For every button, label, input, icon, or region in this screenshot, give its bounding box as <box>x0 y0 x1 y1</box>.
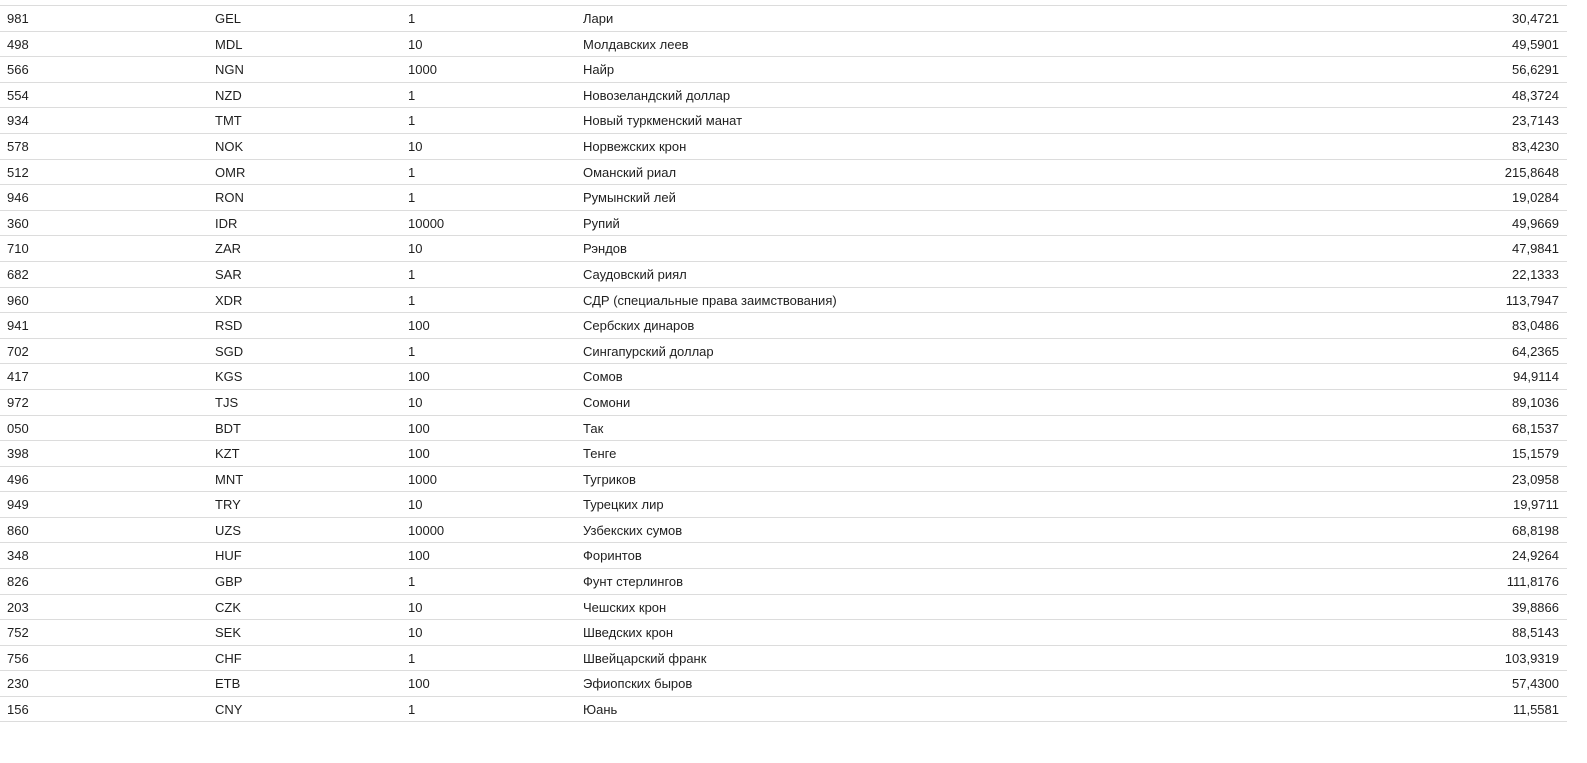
table-row <box>0 235 1567 261</box>
currency-name: Чешских крон <box>583 599 667 615</box>
currency-rate: 113,7947 <box>1505 292 1559 308</box>
currency-name: Рупий <box>583 215 620 231</box>
currency-units: 100 <box>408 369 430 385</box>
currency-units: 1 <box>408 87 416 103</box>
currency-numeric-code: 949 <box>7 497 29 513</box>
currency-letter-code: ETB <box>215 676 241 692</box>
currency-letter-code: CZK <box>215 599 241 615</box>
currency-letter-code: GBP <box>215 574 243 590</box>
currency-letter-code: CNY <box>215 702 243 718</box>
currency-units: 1000 <box>408 471 437 487</box>
currency-units: 1 <box>408 164 416 180</box>
currency-letter-code: TMT <box>215 113 242 129</box>
table-row <box>0 491 1567 517</box>
currency-units: 1 <box>408 190 416 206</box>
currency-rate: 23,0958 <box>1512 471 1559 487</box>
currency-rates-table <box>0 5 1567 722</box>
currency-units: 1 <box>408 113 416 129</box>
currency-units: 10000 <box>408 522 445 538</box>
currency-numeric-code: 156 <box>7 702 29 718</box>
currency-numeric-code: 566 <box>7 62 29 78</box>
currency-letter-code: KZT <box>215 446 240 462</box>
currency-letter-code: NGN <box>215 62 244 78</box>
table-row <box>0 645 1567 671</box>
currency-rate: 22,1333 <box>1512 266 1559 282</box>
currency-name: Турецких лир <box>583 497 664 513</box>
table-row <box>0 31 1567 57</box>
currency-units: 100 <box>408 676 430 692</box>
currency-name: Лари <box>583 11 614 26</box>
currency-units: 10 <box>408 599 423 615</box>
currency-rate: 11,5581 <box>1512 702 1559 718</box>
currency-units: 100 <box>408 446 430 462</box>
currency-letter-code: IDR <box>215 215 238 231</box>
table-row <box>0 619 1567 645</box>
currency-units: 1 <box>408 650 416 666</box>
currency-units: 1000 <box>408 62 437 78</box>
currency-units: 1 <box>408 292 416 308</box>
currency-units: 10 <box>408 394 423 410</box>
currency-numeric-code: 941 <box>7 318 29 334</box>
currency-name: Сингапурский доллар <box>583 343 714 359</box>
table-row <box>0 363 1567 389</box>
currency-rate: 111,8176 <box>1506 574 1559 590</box>
currency-letter-code: SEK <box>215 625 242 641</box>
table-row <box>0 107 1567 133</box>
currency-name: Рэндов <box>583 241 627 257</box>
table-row <box>0 517 1567 543</box>
currency-name: Шведских крон <box>583 625 674 641</box>
currency-numeric-code: 203 <box>7 599 29 615</box>
currency-rate: 88,5143 <box>1512 625 1559 641</box>
currency-letter-code: HUF <box>215 548 242 564</box>
currency-units: 1 <box>408 266 416 282</box>
currency-rate: 23,7143 <box>1512 113 1559 129</box>
currency-name: Сомов <box>583 369 623 385</box>
table-row <box>0 312 1567 338</box>
table-row <box>0 696 1567 722</box>
currency-name: Сербских динаров <box>583 318 695 334</box>
currency-rate: 89,1036 <box>1512 394 1559 410</box>
currency-name: Узбекских сумов <box>583 522 683 538</box>
currency-rate: 47,9841 <box>1512 241 1559 257</box>
currency-rate: 19,0284 <box>1512 190 1559 206</box>
table-row <box>0 261 1567 287</box>
currency-name: Румынский лей <box>583 190 676 206</box>
currency-name: Тугриков <box>583 471 636 487</box>
currency-rate: 68,1537 <box>1512 420 1559 436</box>
table-row <box>0 542 1567 568</box>
currency-name: Эфиопских быров <box>583 676 693 692</box>
currency-letter-code: SAR <box>215 266 242 282</box>
currency-numeric-code: 752 <box>7 625 29 641</box>
currency-rate: 15,1579 <box>1512 446 1559 462</box>
table-row <box>0 287 1567 313</box>
currency-numeric-code: 554 <box>7 87 29 103</box>
table-row <box>0 184 1567 210</box>
currency-letter-code: OMR <box>215 164 246 180</box>
currency-units: 10 <box>408 625 423 641</box>
table-row <box>0 133 1567 159</box>
currency-units: 10 <box>408 241 423 257</box>
currency-rate: 39,8866 <box>1512 599 1559 615</box>
currency-rate: 56,6291 <box>1512 62 1559 78</box>
currency-letter-code: NZD <box>215 87 242 103</box>
currency-rate: 30,4721 <box>1512 11 1559 26</box>
currency-letter-code: UZS <box>215 522 241 538</box>
currency-letter-code: ZAR <box>215 241 241 257</box>
currency-numeric-code: 934 <box>7 113 29 129</box>
currency-numeric-code: 496 <box>7 471 29 487</box>
table-row <box>0 338 1567 364</box>
currency-rate: 68,8198 <box>1512 522 1559 538</box>
currency-name: Новый туркменский манат <box>583 113 743 129</box>
currency-name: Форинтов <box>583 548 642 564</box>
currency-letter-code: GEL <box>215 11 242 26</box>
currency-numeric-code: 682 <box>7 266 29 282</box>
currency-units: 1 <box>408 343 416 359</box>
currency-rate: 19,9711 <box>1512 497 1559 513</box>
currency-units: 100 <box>408 420 430 436</box>
currency-units: 10 <box>408 138 423 154</box>
currency-rate: 49,5901 <box>1512 36 1559 52</box>
currency-name: Юань <box>583 702 618 718</box>
currency-rate: 57,4300 <box>1512 676 1559 692</box>
currency-numeric-code: 398 <box>7 446 29 462</box>
table-row <box>0 159 1567 185</box>
currency-name: СДР (специальные права заимствования) <box>583 292 837 308</box>
currency-units: 100 <box>408 318 430 334</box>
currency-letter-code: KGS <box>215 369 243 385</box>
currency-units: 10 <box>408 497 423 513</box>
currency-name: Фунт стерлингов <box>583 574 684 590</box>
currency-letter-code: TRY <box>215 497 241 513</box>
currency-name: Тенге <box>583 446 617 462</box>
currency-numeric-code: 710 <box>7 241 29 257</box>
currency-numeric-code: 702 <box>7 343 29 359</box>
currency-letter-code: SGD <box>215 343 244 359</box>
currency-name: Швейцарский франк <box>583 650 707 666</box>
currency-letter-code: RON <box>215 190 244 206</box>
currency-numeric-code: 417 <box>7 369 29 385</box>
currency-numeric-code: 860 <box>7 522 29 538</box>
currency-numeric-code: 348 <box>7 548 29 564</box>
currency-units: 1 <box>408 702 416 718</box>
table-row <box>0 5 1567 31</box>
currency-units: 100 <box>408 548 430 564</box>
currency-units: 1 <box>408 574 416 590</box>
currency-numeric-code: 972 <box>7 394 29 410</box>
currency-numeric-code: 512 <box>7 164 29 180</box>
currency-rate: 49,9669 <box>1512 215 1559 231</box>
currency-letter-code: TJS <box>215 394 239 410</box>
table-row <box>0 594 1567 620</box>
currency-name: Сомони <box>583 394 631 410</box>
currency-numeric-code: 578 <box>7 138 29 154</box>
currency-letter-code: MNT <box>215 471 244 487</box>
table-row <box>0 415 1567 441</box>
currency-rate: 215,8648 <box>1504 164 1559 180</box>
currency-numeric-code: 981 <box>7 11 29 26</box>
currency-name: Найр <box>583 62 615 78</box>
table-row <box>0 466 1567 492</box>
currency-letter-code: CHF <box>215 650 242 666</box>
table-row <box>0 82 1567 108</box>
currency-numeric-code: 826 <box>7 574 29 590</box>
currency-units: 10 <box>408 36 423 52</box>
currency-numeric-code: 050 <box>7 420 29 436</box>
table-row <box>0 210 1567 236</box>
currency-rate: 64,2365 <box>1512 343 1559 359</box>
currency-name: Норвежских крон <box>583 138 687 154</box>
currency-rate: 103,9319 <box>1504 650 1559 666</box>
currency-units: 10000 <box>408 215 445 231</box>
currency-rate: 48,3724 <box>1512 87 1559 103</box>
currency-name: Саудовский риял <box>583 266 687 282</box>
currency-name: Новозеландский доллар <box>583 87 731 103</box>
currency-units: 1 <box>408 11 416 26</box>
currency-numeric-code: 960 <box>7 292 29 308</box>
currency-rate: 83,0486 <box>1512 318 1559 334</box>
currency-rate: 94,9114 <box>1512 369 1559 385</box>
currency-letter-code: BDT <box>215 420 241 436</box>
currency-name: Так <box>583 420 604 436</box>
currency-rate: 83,4230 <box>1512 138 1559 154</box>
currency-numeric-code: 946 <box>7 190 29 206</box>
currency-letter-code: XDR <box>215 292 243 308</box>
table-row <box>0 440 1567 466</box>
currency-numeric-code: 498 <box>7 36 29 52</box>
currency-rate: 24,9264 <box>1512 548 1559 564</box>
currency-letter-code: MDL <box>215 36 243 52</box>
table-row <box>0 568 1567 594</box>
currency-numeric-code: 756 <box>7 650 29 666</box>
table-row <box>0 670 1567 696</box>
table-row <box>0 56 1567 82</box>
currency-letter-code: RSD <box>215 318 243 334</box>
currency-numeric-code: 230 <box>7 676 29 692</box>
currency-letter-code: NOK <box>215 138 244 154</box>
currency-name: Оманский риал <box>583 164 677 180</box>
currency-numeric-code: 360 <box>7 215 29 231</box>
currency-name: Молдавских леев <box>583 36 689 52</box>
table-row <box>0 389 1567 415</box>
